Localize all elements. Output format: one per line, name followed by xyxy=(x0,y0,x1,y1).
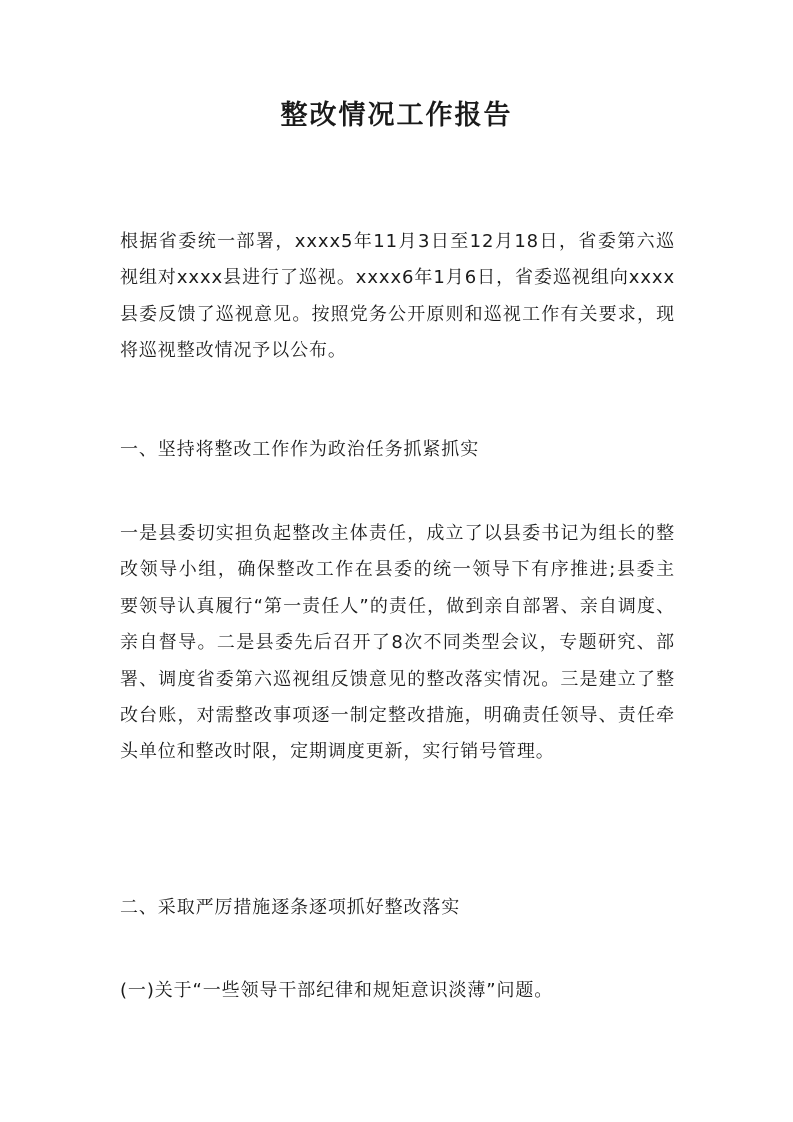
intro-paragraph: 根据省委统一部署，xxxx5年11月3日至12月18日，省委第六巡视组对xxxx县进行了巡视。xxxx6年1月6日，省委巡视组向xxxx县委反馈了巡视意见。按照党务公开原则和巡视工作有关要求，现将巡视整改情况予以公布。 xyxy=(120,231,675,362)
section-1-paragraph: 一是县委切实担负起整改主体责任，成立了以县委书记为组长的整改领导小组，确保整改工作在县委的统一领导下有序推进;县委主要领导认真履行“第一责任人”的责任，做到亲自部署、亲自调度、亲自督导。二是县委先后召开了8次不同类型会议，专题研究、部署、调度省委第六巡视组反馈意见的整改落实情况。三是建立了整改台账，对需整改事项逐一制定整改措施，明确责任领导、责任牵头单位和整改时限，定期调度更新，实行销号管理。 xyxy=(120,523,675,763)
subsection-heading-1: (一)关于“一些领导干部纪律和规矩意识淡薄”问题。 xyxy=(120,980,554,1001)
section-heading-2: 二、采取严厉措施逐条逐项抓好整改落实 xyxy=(120,897,461,918)
section-heading-1: 一、坚持将整改工作作为政治任务抓紧抓实 xyxy=(120,439,480,460)
document-title: 整改情况工作报告 xyxy=(280,100,513,131)
